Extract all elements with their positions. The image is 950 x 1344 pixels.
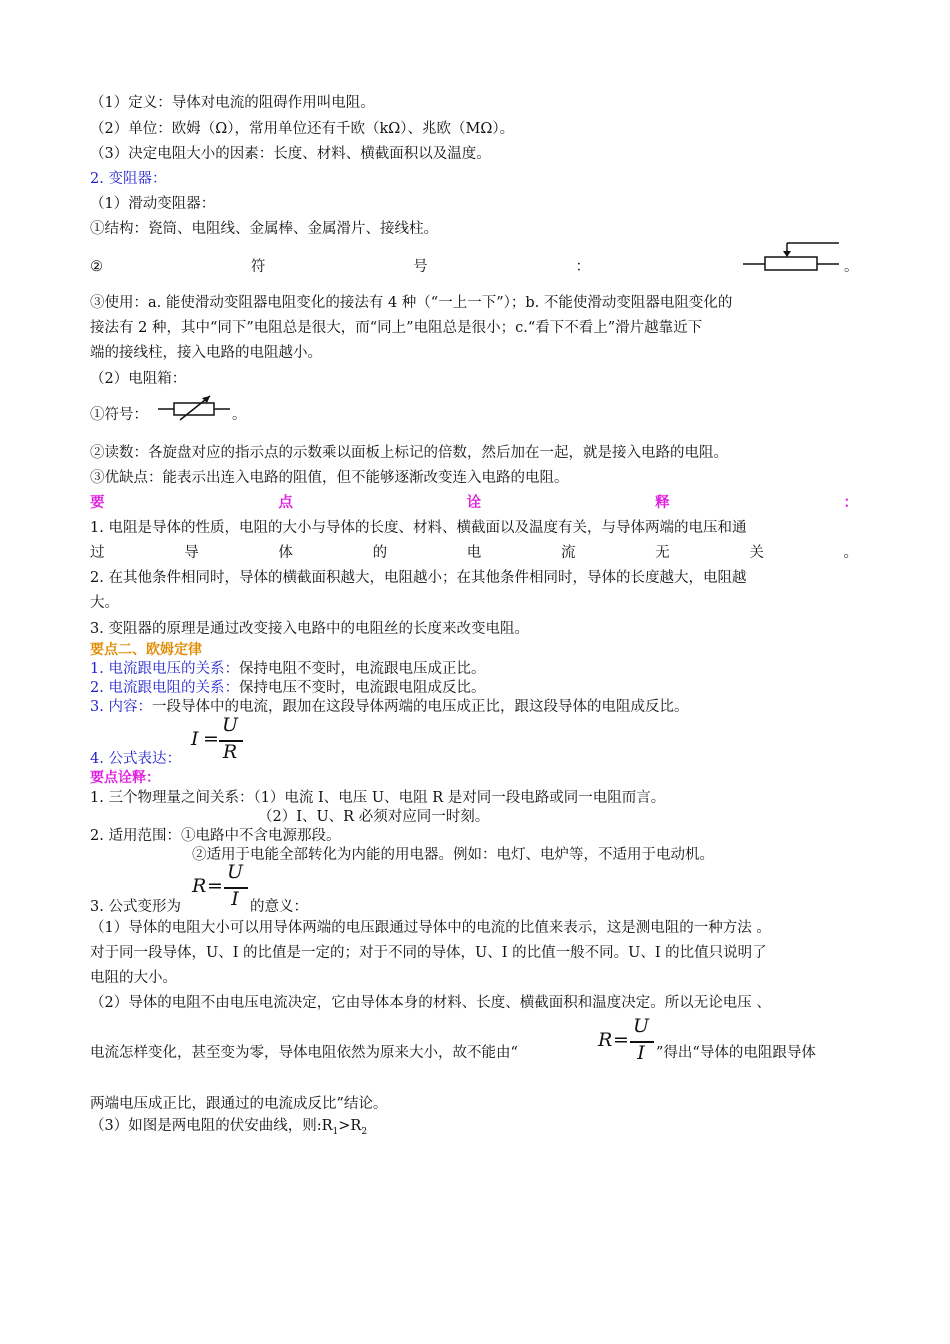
key-points-2-heading: 要点诠释： [90,770,160,786]
ohm-relation-2 [90,678,485,698]
key-points-heading [90,493,858,513]
transformed-formula [192,862,252,912]
symbol-char-0: ② [90,259,103,275]
f2-eq: = [207,875,223,897]
relation-three-quantities: 1. 三个物理量之间关系：（1）电流 I、电压 U、电阻 R 是对同一段电路或同一电阻而言。 [90,790,666,806]
f2-den: I [231,888,239,910]
meaning-1-c: 电阻的大小。 [90,970,177,986]
relation-1-label: 1. 电流跟电压的关系： [90,661,239,677]
meaning-2-b-post: ”得出“导体的电阻跟导体 [656,1045,816,1061]
meaning-1-a: （1）导体的电阻大小可以用导体两端的电压跟通过导体中的电流的比值来表示，这是测电阻的一种方法 。 [90,920,771,936]
iv-curve-note [90,1116,367,1142]
formula-label: 4. 公式表达： [90,751,181,767]
iv-sub1: 1 [332,1126,339,1137]
inline-formula [598,1016,658,1066]
meaning-2-a: （2）导体的电阻不由电压电流决定，它由导体本身的材料、长度、横截面积和温度决定。所以无论电压 、 [90,995,771,1011]
box-symbol-end: 。 [232,407,247,423]
kp-char-1: 点 [278,495,293,511]
rheostat-use-3: 端的接线柱，接入电路的电阻越小。 [90,345,322,361]
meaning-2-b-pre: 电流怎样变化，甚至变为零，导体电阻依然为原来大小，故不能由“ [90,1045,518,1061]
ohm-formula [191,716,251,766]
formula-eq: = [203,728,219,750]
formula-transform-post: 的意义： [250,899,308,915]
formula-num: U [221,714,238,736]
scope-1: 2. 适用范围：①电路中不含电源那段。 [90,828,341,844]
symbol-line-end: 。 [844,259,859,275]
note-1-line-b [90,543,858,563]
same-moment: （2）I、U、R 必须对应同一时刻。 [258,809,490,825]
symbol-char-1: 符 [250,259,266,275]
relation-2-text: 保持电压不变时，电流跟电阻成反比。 [238,680,486,696]
n1b-char: 的 [372,545,388,561]
ohm-relation-1 [90,659,485,679]
slide-rheostat-title: （1）滑动变阻器： [90,196,216,212]
rheostat-symbol-line [90,257,610,277]
note-2-line-b: 大。 [90,595,119,611]
relation-2-label: 2. 电流跟电阻的关系： [90,680,239,696]
n1b-char: 无 [655,545,670,561]
n1b-char: 导 [184,545,199,561]
f3-lhs: R [598,1029,613,1051]
f2-num: U [226,861,243,883]
iv-mid: >R [338,1118,362,1134]
kp-char-4: ： [843,495,858,511]
ohm-content [90,697,688,717]
resistance-box-title: （2）电阻箱： [90,371,187,387]
f2-lhs: R [192,875,207,897]
content-text: 一段导体中的电流，跟加在这段导体两端的电压成正比，跟这段导体的电阻成反比。 [151,699,689,715]
formula-transform-pre: 3. 公式变形为 [90,899,181,915]
n1b-char: 过 [90,545,105,561]
n1b-char: 。 [843,545,858,561]
n1b-char: 流 [560,545,576,561]
ohm-law-heading: 要点二、欧姆定律 [90,642,202,658]
resistance-box-reading: ②读数：各旋盘对应的指示点的示数乘以面板上标记的倍数，然后加在一起，就是接入电路的电阻。 [90,445,728,461]
symbol-char-2: 号 [413,259,428,275]
kp-char-3: 释 [655,495,670,511]
formula-den: R [222,741,238,763]
iv-pre: （3）如图是两电阻的伏安曲线，则:R [90,1118,333,1134]
note-3: 3. 变阻器的原理是通过改变接入电路中的电阻丝的长度来改变电阻。 [90,621,529,637]
note-1-line-a: 1. 电阻是导体的性质，电阻的大小与导体的长度、材料、横截面以及温度有关，与导体两端的电压和通 [90,520,747,536]
f3-eq: = [613,1029,629,1051]
f3-num: U [632,1015,649,1037]
rheostat-use-2: 接法有 2 种，其中“同下”电阻总是很大，而“同上”电阻总是很小；c.“看下不看上”滑片越靠近下 [90,320,703,336]
meaning-2-c: 两端电压成正比，跟通过的电流成反比”结论。 [90,1096,388,1112]
kp-char-2: 诠 [466,495,482,511]
relation-1-text: 保持电阻不变时，电流跟电压成正比。 [238,661,486,677]
resistance-box-symbol-icon [158,392,234,422]
rheostat-heading: 2. 变阻器： [90,171,167,187]
f3-den: I [637,1042,645,1064]
n1b-char: 关 [749,545,764,561]
resistance-box-symbol-label: ①符号： [90,407,148,423]
resistance-definition: （1）定义：导体对电流的阻碍作用叫电阻。 [90,95,375,111]
rheostat-use-1: ③使用：a. 能使滑动变阻器电阻变化的接法有 4 种（“一上一下”）；b. 不能使滑动变阻器电阻变化的 [90,295,733,311]
content-label: 3. 内容： [90,699,152,715]
rheostat-structure: ①结构：瓷筒、电阻线、金属棒、金属滑片、接线柱。 [90,221,438,237]
note-2-line-a: 2. 在其他条件相同时，导体的横截面积越大，电阻越小；在其他条件相同时，导体的长度越大，电阻越 [90,570,747,586]
symbol-char-3: ： [575,259,590,275]
sliding-rheostat-symbol-icon [743,240,843,276]
meaning-1-b: 对于同一段导体，U、I 的比值是一定的；对于不同的导体，U、I 的比值一般不同。U、I 的比值只说明了 [90,945,767,961]
n1b-char: 体 [278,545,293,561]
iv-sub2: 2 [361,1126,368,1137]
n1b-char: 电 [466,545,482,561]
scope-2: ②适用于电能全部转化为内能的用电器。例如：电灯、电炉等，不适用于电动机。 [192,847,714,863]
resistance-box-pros-cons: ③优缺点：能表示出连入电路的阻值，但不能够逐渐改变连入电路的电阻。 [90,470,569,486]
formula-lhs: I [191,728,199,750]
resistance-factors: （3）决定电阻大小的因素：长度、材料、横截面积以及温度。 [90,146,491,162]
kp-char-0: 要 [90,495,105,511]
resistance-unit: （2）单位：欧姆（Ω），常用单位还有千欧（kΩ）、兆欧（MΩ）。 [90,121,515,137]
